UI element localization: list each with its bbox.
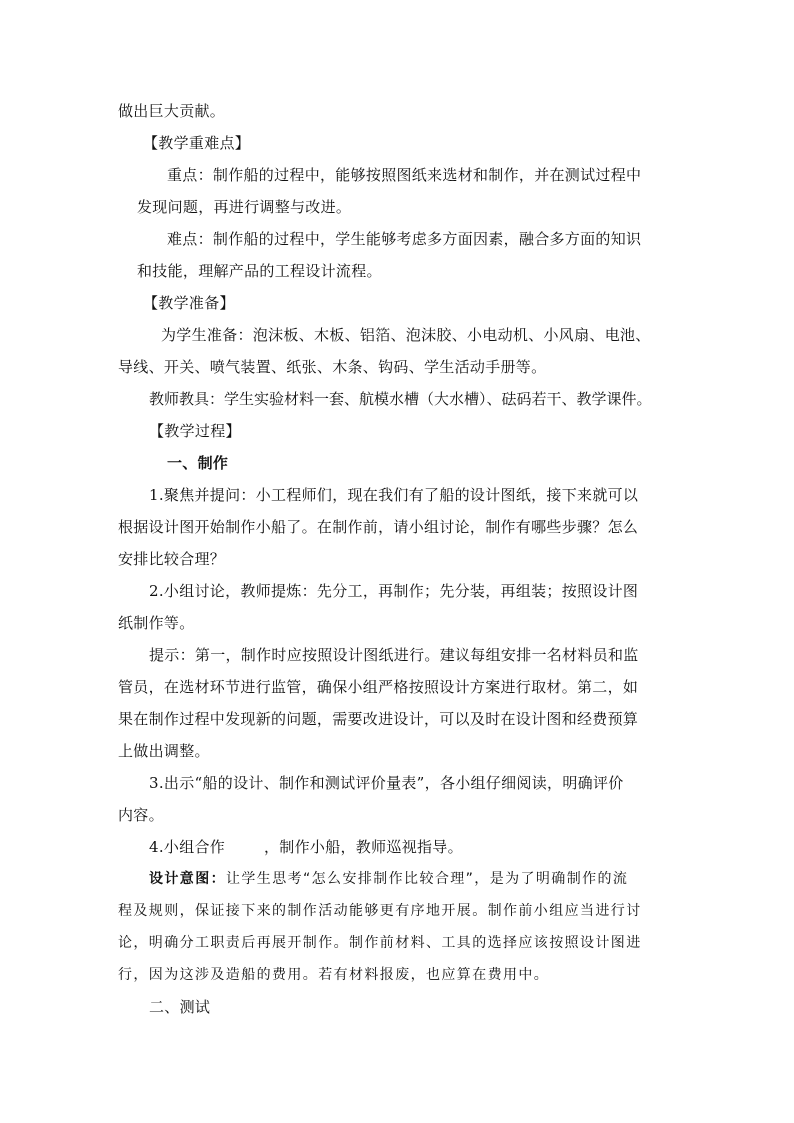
heading-section-make: 一、制作 bbox=[167, 454, 229, 472]
paragraph-step1-line: 根据设计图开始制作小船了。在制作前，请小组讨论，制作有哪些步骤？怎么 bbox=[118, 518, 639, 536]
paragraph-tip-line: 管员，在选材环节进行监管，确保小组严格按照设计方案进行取材。第二，如 bbox=[118, 678, 639, 696]
design-intent-line: 行，因为这涉及造船的费用。若有材料报废，也应算在费用中。 bbox=[118, 967, 550, 983]
paragraph-intro-tail: 做出巨大贡献。 bbox=[118, 102, 226, 120]
design-intent-line: 程及规则，保证接下来的制作活动能够更有序地开展。制作前小组应当进行讨 bbox=[118, 903, 642, 919]
heading-key-points: 【教学重难点】 bbox=[143, 134, 251, 152]
paragraph-tip-line: 提示：第一，制作时应按照设计图纸进行。建议每组安排一名材料员和监 bbox=[149, 646, 639, 664]
paragraph-difficulty-line: 和技能，理解产品的工程设计流程。 bbox=[137, 262, 382, 280]
design-intent-line bbox=[149, 869, 628, 889]
heading-process: 【教学过程】 bbox=[149, 422, 241, 440]
paragraph-teacher-prep: 教师教具：学生实验材料一套、航模水槽（大水槽）、砝码若干、教学课件。 bbox=[149, 390, 652, 408]
paragraph-step4-start: 4.小组合作 bbox=[149, 838, 226, 856]
paragraph-tip-line: 果在制作过程中发现新的问题，需要改进设计，可以及时在设计图和经费预算 bbox=[118, 710, 639, 728]
paragraph-tip-line: 上做出调整。 bbox=[118, 742, 210, 760]
heading-preparation: 【教学准备】 bbox=[143, 294, 235, 312]
design-intent-text: 让学生思考“怎么安排制作比较合理”，是为了明确制作的流 bbox=[226, 871, 629, 887]
design-intent-label: 设计意图： bbox=[149, 871, 226, 887]
paragraph-step1-line: 1.聚焦并提问：小工程师们，现在我们有了船的设计图纸，接下来就可以 bbox=[149, 486, 639, 504]
paragraph-student-prep-line: 为学生准备：泡沫板、木板、铝箔、泡沫胶、小电动机、小风扇、电池、 bbox=[161, 326, 651, 344]
paragraph-key-point-line: 重点：制作船的过程中，能够按照图纸来选材和制作，并在测试过程中 bbox=[167, 166, 642, 184]
paragraph-step2-line: 2.小组讨论，教师提炼：先分工，再制作；先分装，再组装；按照设计图 bbox=[149, 582, 639, 600]
paragraph-key-point-line: 发现问题，再进行调整与改进。 bbox=[137, 198, 352, 216]
paragraph-step3-line: 内容。 bbox=[118, 806, 164, 824]
paragraph-student-prep-line: 导线、开关、喷气装置、纸张、木条、钩码、学生活动手册等。 bbox=[118, 358, 547, 376]
paragraph-step1-line: 安排比较合理？ bbox=[118, 550, 226, 568]
paragraph-step3-line: 3.出示“船的设计、制作和测试评价量表”，各小组仔细阅读，明确评价 bbox=[149, 774, 624, 792]
paragraph-step4-end: ，制作小船，教师巡视指导。 bbox=[264, 838, 463, 856]
design-intent-line: 论，明确分工职责后再展开制作。制作前材料、工具的选择应该按照设计图进 bbox=[118, 935, 642, 951]
paragraph-step2-line: 纸制作等。 bbox=[118, 614, 195, 632]
heading-section-test: 二、测试 bbox=[149, 998, 211, 1016]
paragraph-difficulty-line: 难点：制作船的过程中，学生能够考虑多方面因素，融合多方面的知识 bbox=[167, 230, 642, 248]
